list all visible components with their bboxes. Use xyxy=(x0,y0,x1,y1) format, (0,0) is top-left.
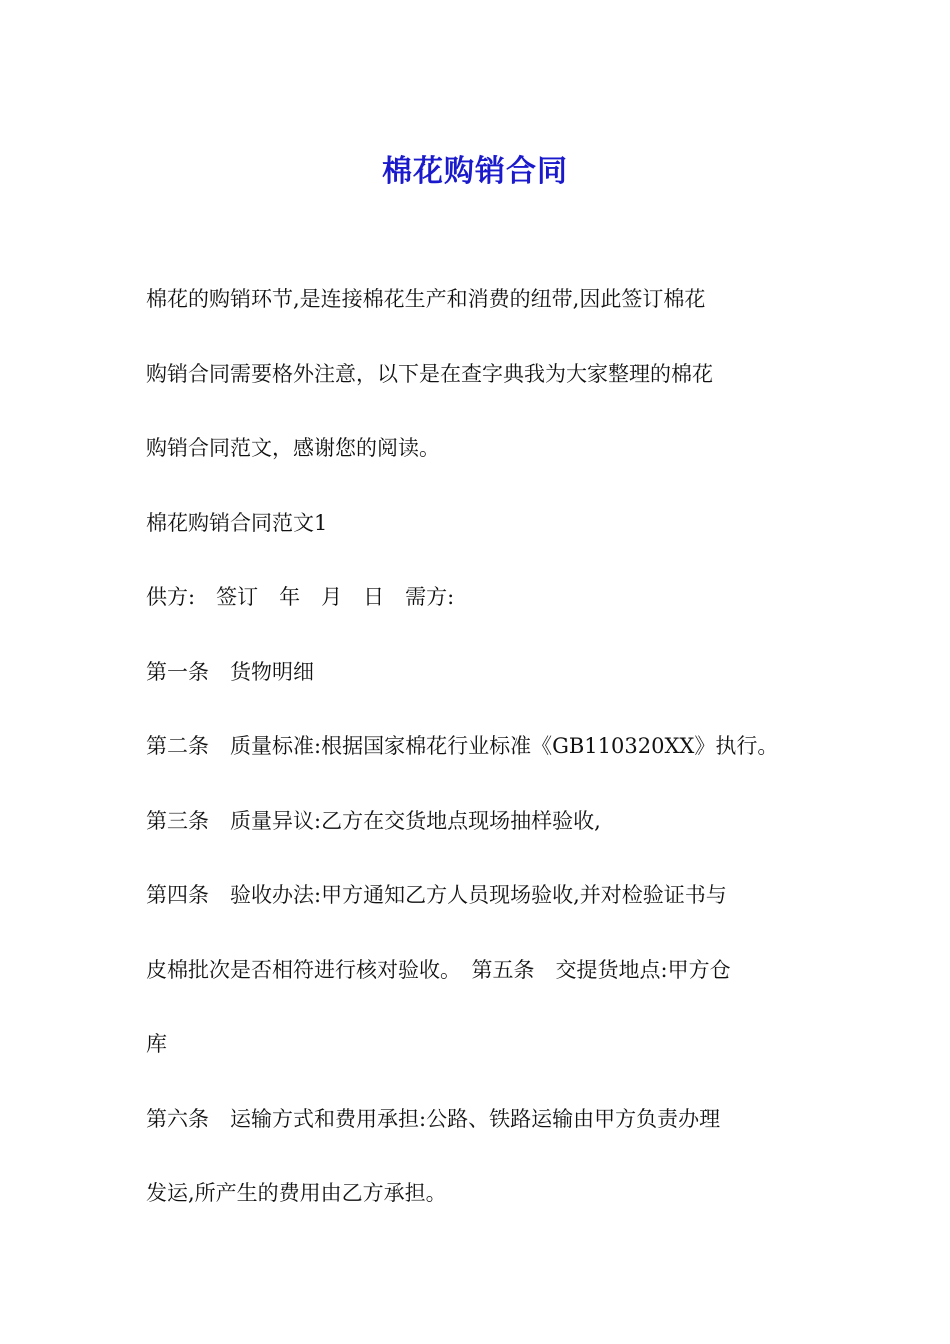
article-4-line-2: 皮棉批次是否相符进行核对验收。 第五条 交提货地点:甲方仓 xyxy=(146,957,731,982)
parties-line: 供方: 签订 年 月 日 需方: xyxy=(146,585,455,609)
document-body xyxy=(146,262,812,1231)
article-6-line-1: 第六条 运输方式和费用承担:公路、铁路运输由甲方负责办理 xyxy=(146,1106,721,1131)
article-6-line-2: 发运,所产生的费用由乙方承担。 xyxy=(146,1181,447,1205)
article-5-line-2: 库 xyxy=(146,1032,167,1056)
article-3: 第三条 质量异议:乙方在交货地点现场抽样验收, xyxy=(146,808,601,833)
intro-line-2: 购销合同需要格外注意，以下是在查字典我为大家整理的棉花 xyxy=(146,361,713,386)
article-1: 第一条 货物明细 xyxy=(146,659,314,684)
article-2: 第二条 质量标准:根据国家棉花行业标准《GB110320XX》执行。 xyxy=(146,734,779,758)
document-title: 棉花购销合同 xyxy=(382,154,568,190)
intro-line-3: 购销合同范文，感谢您的阅读。 xyxy=(146,436,440,460)
article-4-line-1: 第四条 验收办法:甲方通知乙方人员现场验收,并对检验证书与 xyxy=(146,883,727,907)
intro-line-1: 棉花的购销环节,是连接棉花生产和消费的纽带,因此签订棉花 xyxy=(146,287,706,311)
section-heading: 棉花购销合同范文1 xyxy=(146,510,328,535)
